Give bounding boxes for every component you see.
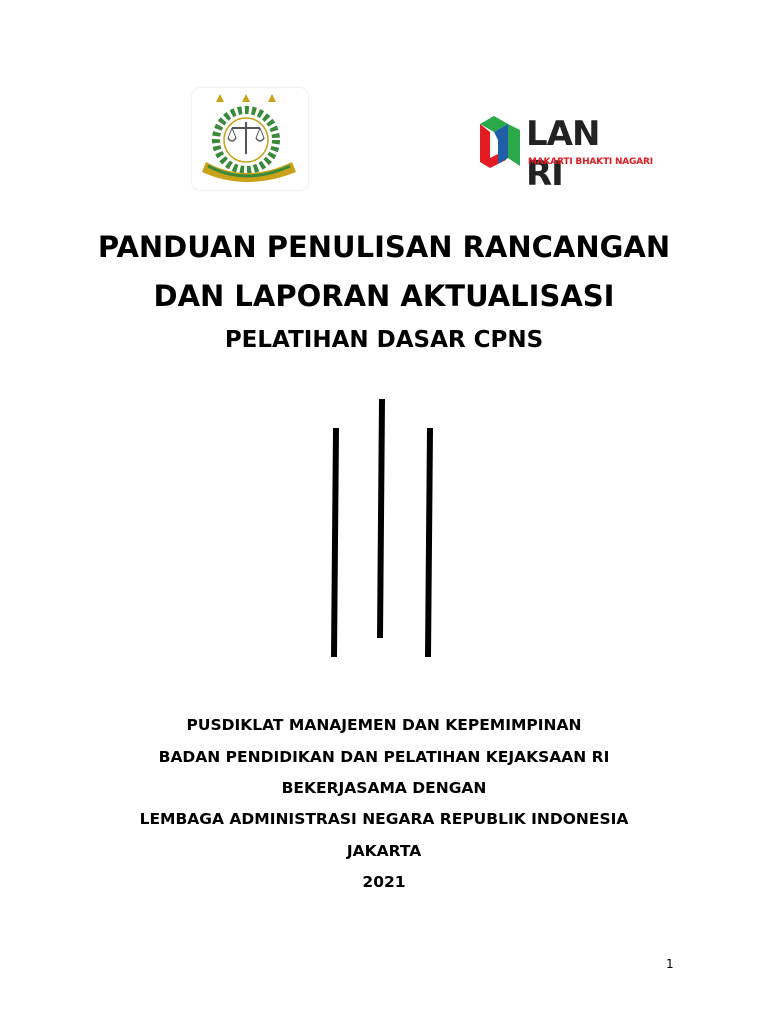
lan-ri-tagline: MAKARTI BHAKTI NAGARI [528, 157, 653, 167]
kejaksaan-emblem-logo [192, 88, 308, 190]
decorative-bar-right [428, 428, 430, 657]
institution-line-4: LEMBAGA ADMINISTRASI NEGARA REPUBLIK INDONESIA [139, 810, 629, 828]
institution-line-1: PUSDIKLAT MANAJEMEN DAN KEPEMIMPINAN [186, 716, 582, 734]
decorative-bar-left [334, 428, 336, 657]
institution-line-2: BADAN PENDIDIKAN DAN PELATIHAN KEJAKSAAN RI [158, 748, 610, 766]
subtitle: PELATIHAN DASAR CPNS [224, 327, 544, 353]
year: 2021 [362, 873, 406, 891]
title-line-2: DAN LAPORAN AKTUALISASI [153, 279, 615, 313]
decorative-bar-middle [380, 399, 382, 638]
lan-ri-brand-text: LAN RI [526, 114, 600, 194]
page-number: 1 [666, 957, 674, 971]
city: JAKARTA [346, 842, 422, 860]
title-line-1: PANDUAN PENULISAN RANCANGAN [97, 230, 671, 264]
decorative-bars [320, 395, 450, 665]
lan-ri-logo [476, 110, 653, 194]
institution-line-3: BEKERJASAMA DENGAN [281, 779, 487, 797]
